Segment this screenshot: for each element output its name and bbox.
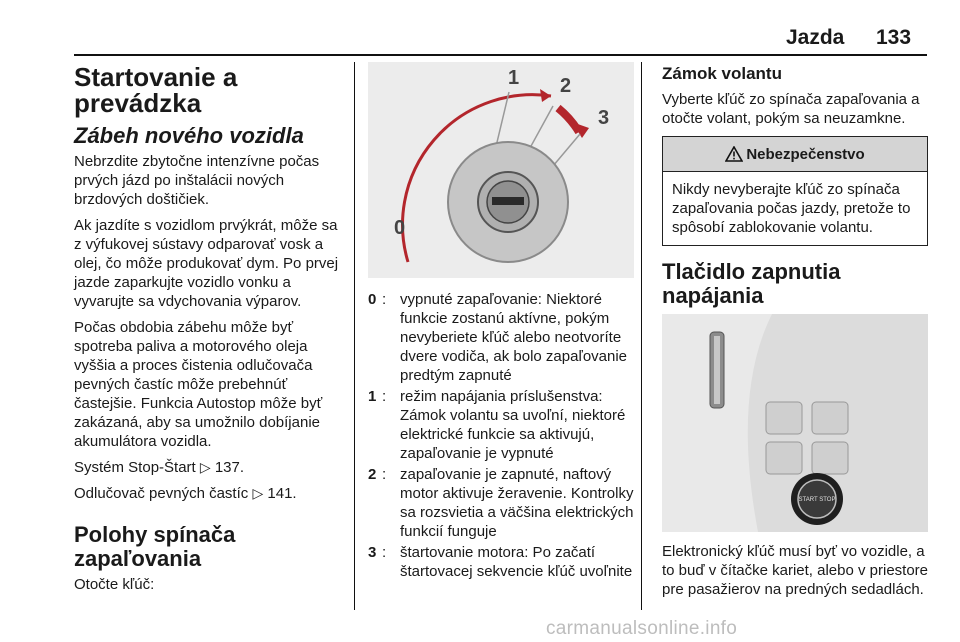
- heading-power-button: Tlačidlo zapnutia napájania: [662, 259, 841, 308]
- paragraph-consumption: Počas obdobia zábehu môže byť spotreba paliva a motorového oleja vyššia a proces čistenia odlučovača pevných častíc môže prebehnúť častejšie. Funkcia Autostop môže byť zakázaná, aby sa umožnilo dobíjanie akumulátora vozidla.: [74, 319, 323, 450]
- reference-stop-start[interactable]: [74, 458, 346, 477]
- warning-triangle-icon: [725, 146, 743, 162]
- page-number: 133: [876, 26, 912, 49]
- position-label: 3: [598, 107, 610, 129]
- section-title: Jazda: [786, 26, 845, 49]
- power-button-illustration: [662, 314, 928, 532]
- column-left: [74, 64, 346, 601]
- position-label: 1: [508, 67, 520, 89]
- heading-ignition-positions: Polohy spínača zapaľovania: [74, 522, 236, 571]
- reference-page: 141.: [267, 485, 297, 502]
- reference-text: Systém Stop-Štart: [74, 459, 196, 476]
- reference-particle-filter[interactable]: [74, 484, 346, 503]
- start-stop-label: START STOP: [798, 497, 836, 503]
- item-number: 3: [368, 544, 377, 561]
- ignition-position-list: [368, 290, 634, 581]
- item-number: 0: [368, 291, 377, 308]
- reference-text: Odlučovač pevných častíc: [74, 485, 249, 502]
- paragraph-electronic-key: Elektronický kľúč musí byť vo vozidle, a to buď v čítačke kariet, alebo v priestore pre pasažierov na predných sedadlách.: [662, 543, 929, 598]
- item-number: 2: [368, 466, 377, 483]
- warning-box: [662, 136, 928, 246]
- watermark: carmanualsonline.info: [546, 618, 738, 639]
- list-item: 2 : zapaľovanie je zapnuté, naftový motor aktivuje žeravenie. Kontrolky sa rozsvietia a väčšina elektrických funkcií funguje: [368, 466, 634, 540]
- page-ref-icon: ▷: [199, 459, 211, 475]
- list-item: 3 : štartovanie motora: Po začatí štartovacej sekvencie kľúč uvoľnite: [368, 544, 633, 580]
- header-rule: [74, 54, 927, 56]
- item-text: režim napájania príslušenstva: Zámok volantu sa uvoľní, niektoré elektrické funkcie sa aktivujú, zapaľovanie je vypnuté: [400, 388, 626, 462]
- heading-starting: Startovanie a prevádzka: [74, 62, 238, 118]
- paragraph-steering-lock: Vyberte kľúč zo spínača zapaľovania a otočte volant, pokým sa neuzamkne.: [662, 91, 920, 127]
- item-number: 1: [368, 388, 377, 405]
- heading-breakin: Zábeh nového vozidla: [74, 123, 304, 148]
- column-divider: [354, 62, 355, 610]
- warning-header: [663, 137, 927, 172]
- column-middle: [368, 62, 634, 583]
- reference-page: 137.: [214, 459, 245, 476]
- position-label: 2: [560, 75, 572, 97]
- warning-title: Nebezpečenstvo: [746, 145, 865, 163]
- position-label: 0: [394, 217, 406, 239]
- paragraph-brakes: Nebrzdite zbytočne intenzívne počas prvých jázd po inštalácii nových brzdových doštičiek.: [74, 153, 320, 208]
- list-item: 1 : režim napájania príslušenstva: Zámok volantu sa uvoľní, niektoré elektrické funkcie sa aktivujú, zapaľovanie je vypnuté: [368, 387, 634, 463]
- paragraph-turn-key: Otočte kľúč:: [74, 576, 155, 593]
- list-item: 0 : vypnuté zapaľovanie: Niektoré funkcie zostanú aktívne, pokým nevyberiete kľúč alebo neotvoríte dvere vodiča, ak bolo zapaľovanie predtým zapnuté: [368, 290, 634, 385]
- column-divider: [641, 62, 642, 610]
- page-ref-icon: ▷: [252, 485, 264, 501]
- item-text: vypnuté zapaľovanie: Niektoré funkcie zostanú aktívne, pokým nevyberiete kľúč alebo neotvoríte dvere vodiča, ak bolo zapaľovanie predtým zapnuté: [400, 291, 628, 384]
- warning-text: Nikdy nevyberajte kľúč zo spínača zapaľovania počas jazdy, pretože to spôsobí zablokovanie volantu.: [672, 181, 911, 236]
- ignition-switch-illustration: [368, 62, 634, 278]
- column-right: [662, 64, 928, 606]
- paragraph-exhaust: Ak jazdíte s vozidlom prvýkrát, môže sa z výfukovej sústavy odparovať vosk a olej, čo môže produkovať dym. Po prvej jazde zaparkujte vozidlo vonku a vyvarujte sa vdychovania výparov.: [74, 217, 339, 310]
- item-text: štartovanie motora: Po začatí štartovacej sekvencie kľúč uvoľnite: [400, 544, 633, 580]
- heading-steering-lock: Zámok volantu: [662, 64, 782, 83]
- item-text: zapaľovanie je zapnuté, naftový motor aktivuje žeravenie. Kontrolky sa rozsvietia a väčšina elektrických funkcií funguje: [400, 466, 634, 540]
- page-header: [0, 26, 960, 56]
